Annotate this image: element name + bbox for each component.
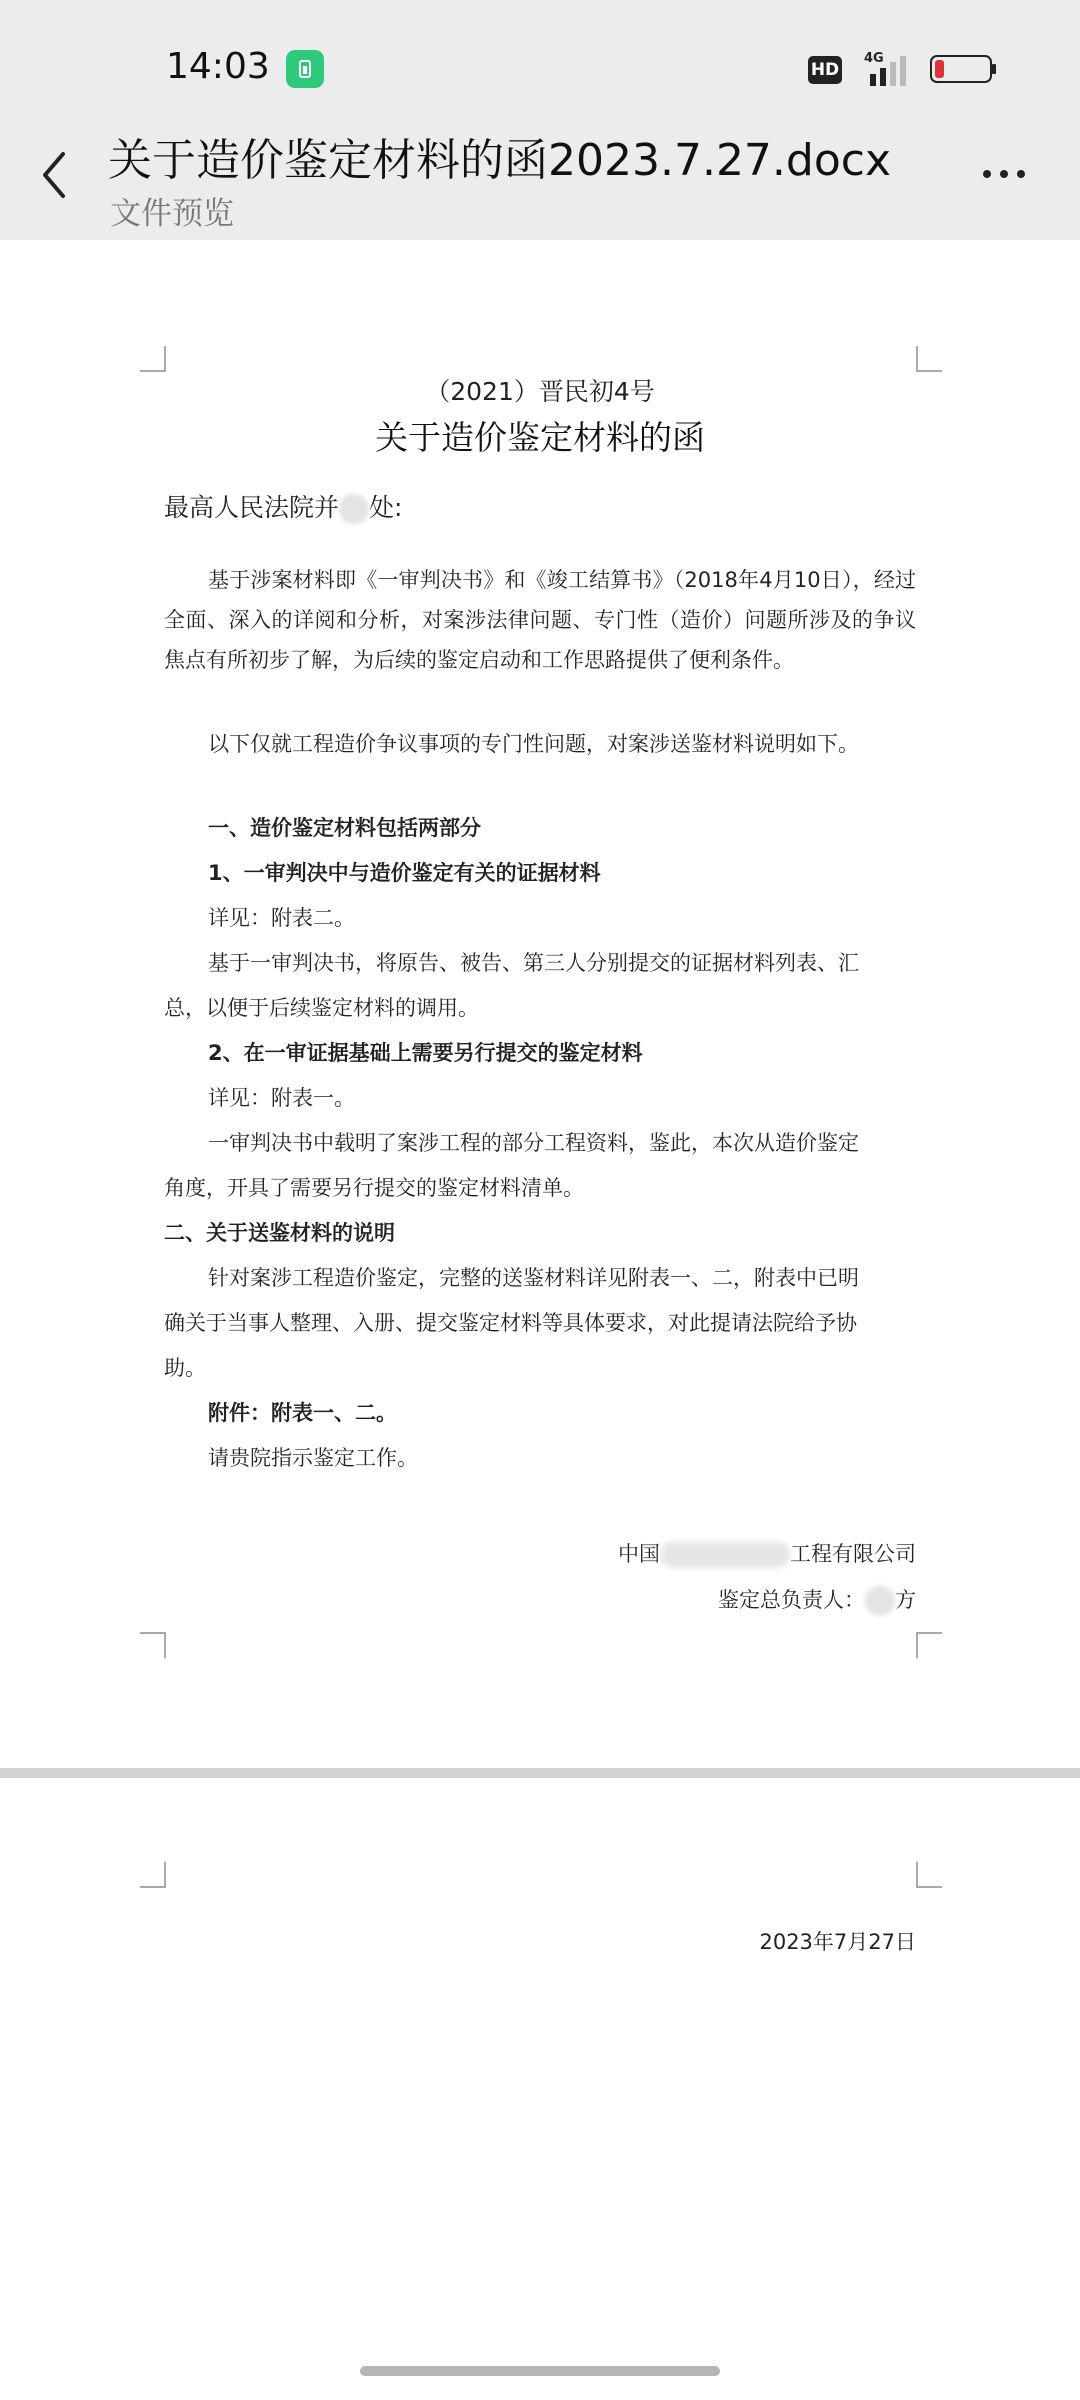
section-1-heading: 一、造价鉴定材料包括两部分 (208, 816, 481, 840)
battery-icon (930, 54, 998, 84)
signer-line: 鉴定总负责人： 方 (718, 1584, 916, 1616)
letter-title: 关于造价鉴定材料的函 (375, 418, 705, 457)
intro-paragraph: 基于涉案材料即《一审判决书》和《竣工结算书》（2018年4月10日），经过全面、深入的详阅和分析，对案涉法律问题、专门性（造价）问题所涉及的争议焦点有所初步了解，为后续的鉴定启动和工作思路提供了便利条件。 (164, 568, 916, 672)
redacted-text (660, 1542, 790, 1568)
section-2-text: 确关于当事人整理、入册、提交鉴定材料等具体要求，对此提请法院给予协 (164, 1311, 857, 1335)
signal-icon (862, 48, 918, 88)
back-icon (39, 150, 69, 200)
document-date: 2023年7月27日 (759, 1930, 916, 1954)
page-corner-mark (916, 346, 942, 372)
back-button[interactable] (30, 140, 78, 210)
subsection-2-heading: 2、在一审证据基础上需要另行提交的鉴定材料 (208, 1041, 643, 1065)
subsection-1-text: 基于一审判决书，将原告、被告、第三人分别提交的证据材料列表、汇 (208, 951, 859, 975)
attachment-line: 附件：附表一、二。 (208, 1401, 397, 1425)
redacted-text (865, 1586, 895, 1616)
page-corner-mark (916, 1632, 942, 1658)
addressee: 最高人民法院并 处: (164, 493, 403, 522)
document-file-title: 关于造价鉴定材料的函2023.7.27.docx (108, 135, 891, 186)
page-corner-mark (140, 1862, 166, 1888)
subsection-2-reference: 详见：附表一。 (208, 1086, 355, 1110)
page-separator (0, 1768, 1080, 1778)
case-number: （2021）晋民初4号 (425, 377, 655, 406)
page-corner-mark (916, 1862, 942, 1888)
section-2-heading: 二、关于送鉴材料的说明 (164, 1221, 395, 1245)
more-icon (983, 170, 991, 178)
page-corner-mark (140, 1632, 166, 1658)
intro-line: 以下仅就工程造价争议事项的专门性问题，对案涉送鉴材料说明如下。 (208, 732, 859, 756)
svg-text:4G: 4G (864, 51, 884, 66)
redacted-text (339, 494, 369, 524)
page-corner-mark (140, 346, 166, 372)
top-bar (0, 0, 1080, 240)
home-indicator[interactable] (360, 2366, 720, 2376)
subsection-2-text: 一审判决书中载明了案涉工程的部分工程资料，鉴此，本次从造价鉴定 (208, 1131, 859, 1155)
status-time: 14:03 (166, 46, 270, 87)
subsection-1-text: 总，以便于后续鉴定材料的调用。 (164, 996, 479, 1020)
hd-badge: HD (808, 56, 842, 84)
subsection-1-reference: 详见：附表二。 (208, 906, 355, 930)
section-2-text: 针对案涉工程造价鉴定，完整的送鉴材料详见附表一、二，附表中已明 (208, 1266, 859, 1290)
more-options-button[interactable] (974, 152, 1034, 196)
closing-line: 请贵院指示鉴定工作。 (208, 1446, 418, 1470)
preview-label: 文件预览 (110, 196, 234, 232)
company-signature: 中国 工程有限公司 (618, 1542, 916, 1566)
subsection-1-heading: 1、一审判决中与造价鉴定有关的证据材料 (208, 861, 601, 885)
subsection-2-text: 角度，开具了需要另行提交的鉴定材料清单。 (164, 1176, 584, 1200)
document-page-2 (0, 1778, 1080, 2400)
app-notification-icon (286, 50, 324, 88)
document-page-1 (0, 240, 1080, 1772)
section-2-text: 助。 (164, 1356, 206, 1380)
